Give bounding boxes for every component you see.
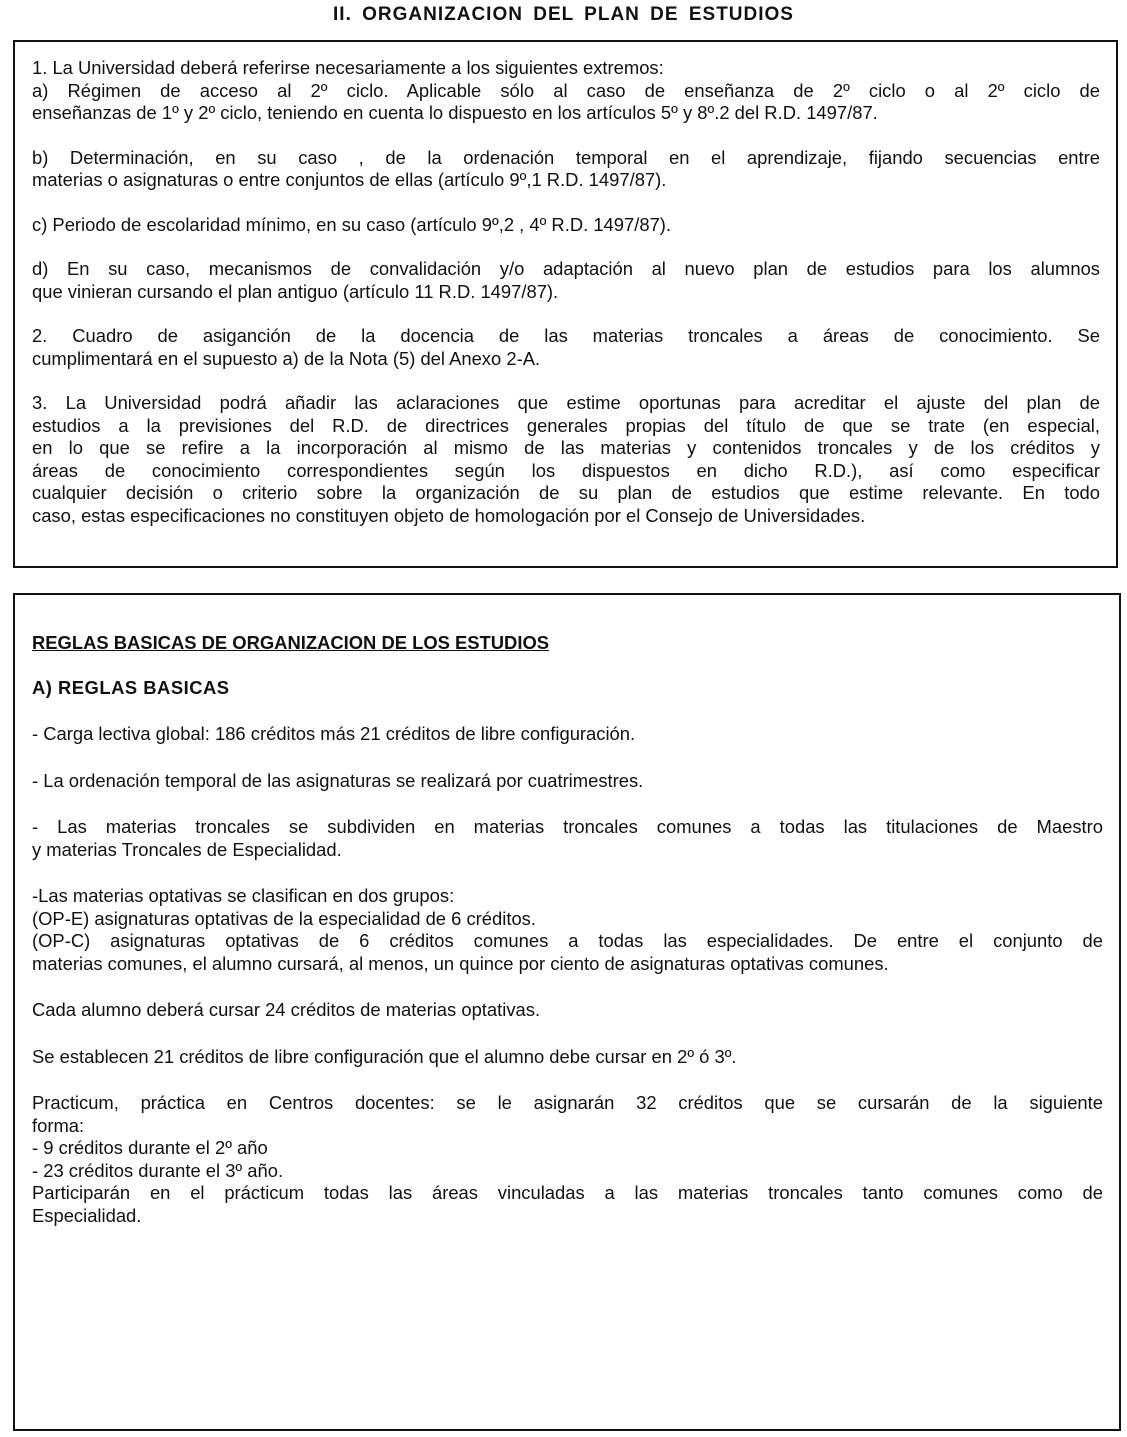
rule-optativas-line-4: materias comunes, el alumno cursará, al menos, un quince por ciento de asignaturas optativas comunes. <box>32 952 889 974</box>
paragraph-d <box>32 258 1100 303</box>
rule-optativas-line-3: (OP-C) asignaturas optativas de 6 créditos comunes a todas las especialidades. De entre el conjunto de <box>32 930 1103 951</box>
paragraph-b <box>32 147 1100 192</box>
paragraph-3-line-2: estudios a la previsiones del R.D. de directrices generales propias del título de que se trate (en especial, <box>32 414 1100 436</box>
rule-optativas <box>32 885 1103 975</box>
rule-troncales-line-2: y materias Troncales de Especialidad. <box>32 838 342 860</box>
rule-practicum-line-5: Participarán en el prácticum todas las áreas vinculadas a las materias troncales tanto comunes como de <box>32 1182 1103 1203</box>
rule-libre-configuracion-line: Se establecen 21 créditos de libre configuración que el alumno debe cursar en 2º ó 3º. <box>32 1045 737 1067</box>
paragraph-1 <box>32 57 1100 125</box>
paragraph-3-line-3: en lo que se refire a la incorporación al mismo de las materias y contenidos troncales y de los créditos y <box>32 437 1100 458</box>
basic-rules-box <box>13 593 1121 1431</box>
rule-ordenacion-line: - La ordenación temporal de las asignaturas se realizará por cuatrimestres. <box>32 769 644 791</box>
paragraph-1-line-1: 1. La Universidad deberá referirse necesariamente a los siguientes extremos: <box>32 57 664 78</box>
rules-subheading: A) REGLAS BASICAS <box>32 676 230 698</box>
rule-cada-alumno-line: Cada alumno deberá cursar 24 créditos de materias optativas. <box>32 999 541 1020</box>
paragraph-1-line-3: enseñanzas de 1º y 2º ciclo, teniendo en cuenta lo dispuesto en los artículos 5º y 8º.2 del R.D. 1497/87. <box>32 102 878 123</box>
rule-practicum-line-3: - 9 créditos durante el 2º año <box>32 1137 268 1158</box>
rule-practicum-line-4: - 23 créditos durante el 3º año. <box>32 1159 284 1181</box>
paragraph-1-line-2: a) Régimen de acceso al 2º ciclo. Aplicable sólo al caso de enseñanza de 2º ciclo o al 2º ciclo de <box>32 79 1100 101</box>
rule-troncales-line-1: - Las materias troncales se subdividen en materias troncales comunes a todas las titulaciones de Maestro <box>32 816 1103 837</box>
paragraph-d-line-2: que vinieran cursando el plan antiguo (artículo 11 R.D. 1497/87). <box>32 280 559 302</box>
rule-practicum-line-6: Especialidad. <box>32 1204 142 1226</box>
paragraph-2 <box>32 325 1100 370</box>
paragraph-3-line-4: áreas de conocimiento correspondientes según los dispuestos en dicho R.D.), así como especificar <box>32 459 1100 481</box>
page-title: II. ORGANIZACION DEL PLAN DE ESTUDIOS <box>333 4 794 25</box>
paragraph-2-line-1: 2. Cuadro de asiganción de la docencia de las materias troncales a áreas de conocimiento. Se <box>32 325 1100 346</box>
paragraph-3-line-5: cualquier decisión o criterio sobre la organización de su plan de estudios que estime relevante. En todo <box>32 482 1100 503</box>
plan-requirements-box <box>13 40 1118 568</box>
paragraph-c <box>32 214 1100 237</box>
rule-carga-lectiva-line: - Carga lectiva global: 186 créditos más 21 créditos de libre configuración. <box>32 723 636 744</box>
paragraph-2-line-2: cumplimentará en el supuesto a) de la Nota (5) del Anexo 2-A. <box>32 347 541 369</box>
rule-practicum-line-1: Practicum, práctica en Centros docentes: se le asignarán 32 créditos que se cursarán de la siguiente <box>32 1092 1103 1113</box>
rules-heading: REGLAS BASICAS DE ORGANIZACION DE LOS ESTUDIOS <box>32 632 550 653</box>
rule-ordenacion <box>32 770 1103 793</box>
rule-optativas-line-1: -Las materias optativas se clasifican en dos grupos: <box>32 885 455 906</box>
rule-cada-alumno <box>32 999 1103 1022</box>
paragraph-d-line-1: d) En su caso, mecanismos de convalidación y/o adaptación al nuevo plan de estudios para los alumnos <box>32 258 1100 279</box>
rule-optativas-line-2: (OP-E) asignaturas optativas de la especialidad de 6 créditos. <box>32 907 536 929</box>
paragraph-b-line-1: b) Determinación, en su caso , de la ordenación temporal en el aprendizaje, fijando secuencias entre <box>32 146 1100 168</box>
paragraph-c-line-1: c) Periodo de escolaridad mínimo, en su caso (artículo 9º,2 , 4º R.D. 1497/87). <box>32 213 672 235</box>
rule-practicum <box>32 1092 1103 1227</box>
paragraph-3-line-1: 3. La Universidad podrá añadir las aclaraciones que estime oportunas para acreditar el ajuste del plan de <box>32 392 1100 413</box>
rule-carga-lectiva <box>32 723 1103 746</box>
paragraph-3 <box>32 392 1100 527</box>
rule-libre-configuracion <box>32 1046 1103 1069</box>
paragraph-3-line-6: caso, estas especificaciones no constituyen objeto de homologación por el Consejo de Universidades. <box>32 504 866 526</box>
rule-practicum-line-2: forma: <box>32 1114 85 1136</box>
rule-troncales <box>32 816 1103 861</box>
paragraph-b-line-2: materias o asignaturas o entre conjuntos de ellas (artículo 9º,1 R.D. 1497/87). <box>32 169 667 190</box>
